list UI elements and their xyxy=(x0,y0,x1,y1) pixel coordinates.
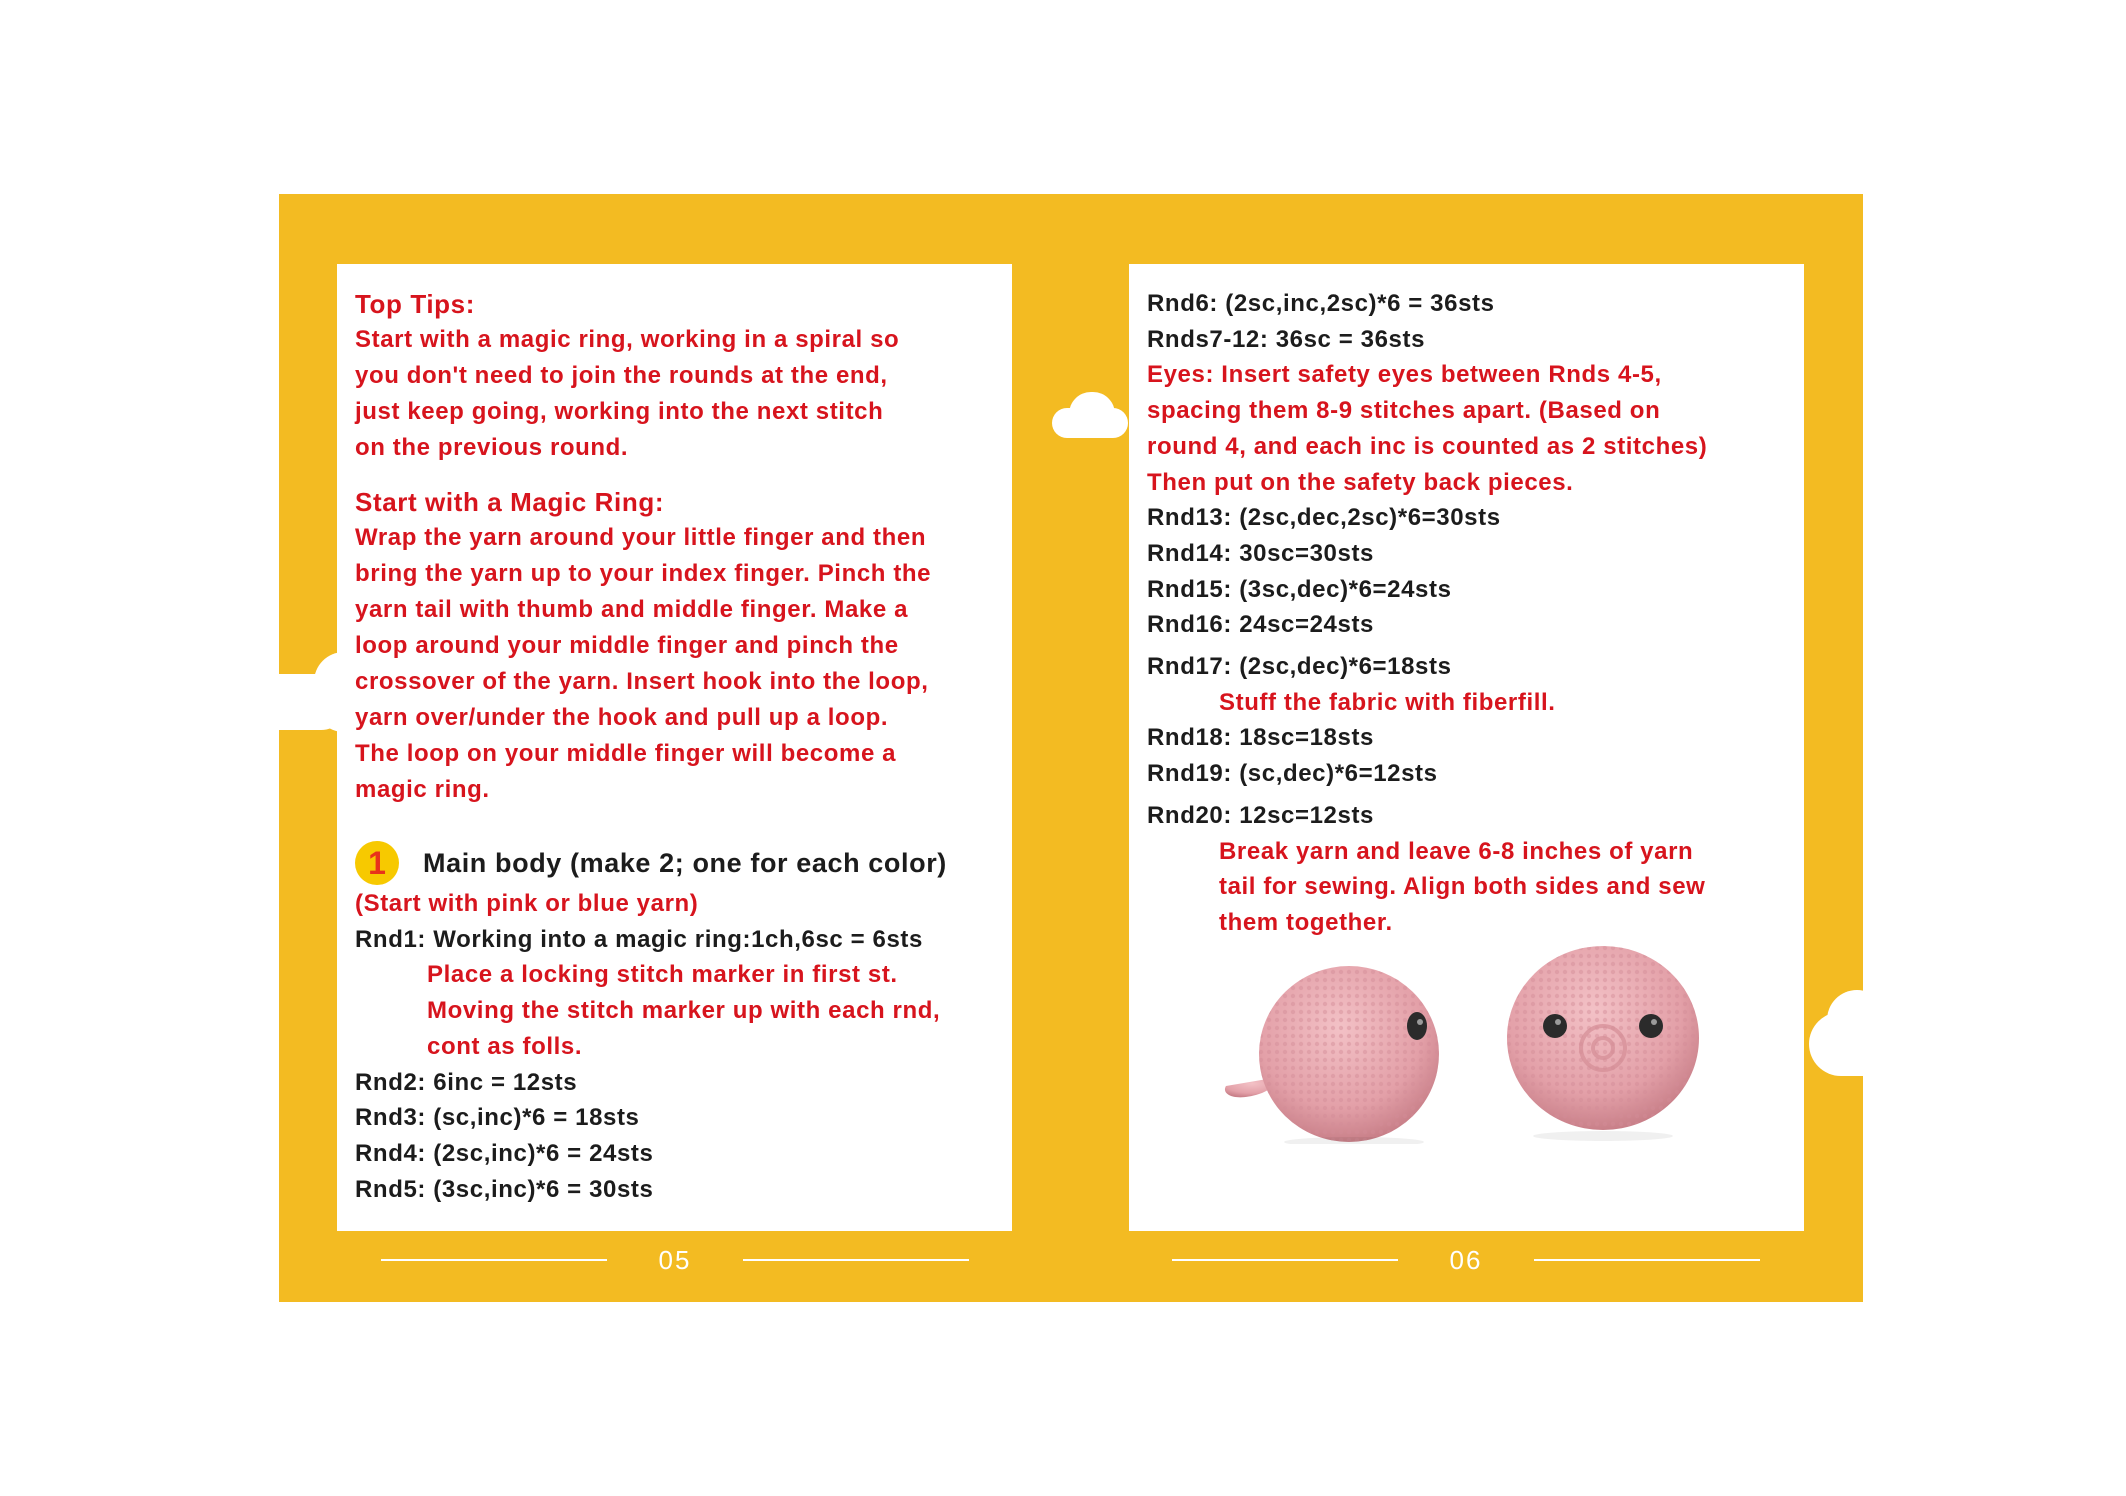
section-title: Main body (make 2; one for each color) xyxy=(423,847,947,878)
round-instruction: Rnds7-12: 36sc = 36sts xyxy=(1147,325,1426,353)
magic-ring-paragraph xyxy=(355,520,994,808)
round-instruction: Rnd5: (3sc,inc)*6 = 30sts xyxy=(355,1175,654,1203)
round-note: them together. xyxy=(1219,908,1393,936)
page-number: 06 xyxy=(1449,1244,1483,1275)
round-instruction: Rnd2: 6inc = 12sts xyxy=(355,1068,578,1096)
left-page-footer xyxy=(381,1238,969,1282)
magic-ring-line: yarn tail with thumb and middle finger. Make a xyxy=(355,596,909,623)
round-instruction: Rnd20: 12sc=12sts xyxy=(1147,801,1374,829)
right-page-card xyxy=(1129,264,1804,1231)
magic-ring-line: Wrap the yarn around your little finger and then xyxy=(355,524,927,551)
round-note: tail for sewing. Align both sides and sew xyxy=(1219,873,1706,901)
page-number: 05 xyxy=(658,1244,692,1275)
main-body-section-header xyxy=(355,840,994,886)
round-instruction: Rnd15: (3sc,dec)*6=24sts xyxy=(1147,575,1452,603)
magic-ring-line: magic ring. xyxy=(355,776,490,803)
round-instruction: Rnd17: (2sc,dec)*6=18sts xyxy=(1147,653,1452,681)
finished-whale-photos xyxy=(1129,944,1804,1144)
round-note: cont as folls. xyxy=(427,1032,583,1060)
top-tips-heading: Top Tips: xyxy=(355,289,475,319)
round-instruction: Rnd6: (2sc,inc,2sc)*6 = 36sts xyxy=(1147,290,1495,317)
booklet-spread xyxy=(279,194,1863,1302)
magic-ring-heading: Start with a Magic Ring: xyxy=(355,487,665,517)
round-instruction: Rnd1: Working into a magic ring:1ch,6sc = 6sts xyxy=(355,925,923,953)
round-note: Stuff the fabric with fiberfill. xyxy=(1219,688,1556,716)
right-page-footer xyxy=(1172,1238,1760,1282)
whale-side-view xyxy=(1225,966,1439,1144)
top-tips-line: just keep going, working into the next stitch xyxy=(355,398,884,425)
section-number-badge: 1 xyxy=(355,841,399,885)
left-page-card xyxy=(337,264,1012,1231)
eyes-instruction-line: round 4, and each inc is counted as 2 stitches) xyxy=(1147,432,1708,460)
whale-front-view xyxy=(1507,946,1699,1141)
magic-ring-line: The loop on your middle finger will become a xyxy=(355,740,897,767)
round-instruction: Rnd13: (2sc,dec,2sc)*6=30sts xyxy=(1147,504,1501,532)
footer-rule xyxy=(1172,1259,1398,1261)
cloud-right-decoration-bump xyxy=(1827,990,1887,1060)
eyes-instruction-line: spacing them 8-9 stitches apart. (Based on xyxy=(1147,397,1661,425)
round-note: Place a locking stitch marker in first st. xyxy=(427,961,898,989)
round-instruction: Rnd3: (sc,inc)*6 = 18sts xyxy=(355,1104,640,1132)
round-instruction: Rnd14: 30sc=30sts xyxy=(1147,539,1374,567)
top-tips-line: you don't need to join the rounds at the end, xyxy=(355,362,888,389)
footer-rule xyxy=(743,1259,969,1261)
round-instruction: Rnd18: 18sc=18sts xyxy=(1147,724,1374,752)
top-tips-line: on the previous round. xyxy=(355,434,629,461)
eyes-instruction-line: Then put on the safety back pieces. xyxy=(1147,468,1574,496)
eyes-instruction-line: Eyes: Insert safety eyes between Rnds 4-5, xyxy=(1147,361,1662,389)
footer-rule xyxy=(381,1259,607,1261)
footer-rule xyxy=(1534,1259,1760,1261)
magic-ring-line: yarn over/under the hook and pull up a loop. xyxy=(355,704,889,731)
top-tips-line: Start with a magic ring, working in a spiral so xyxy=(355,326,900,353)
round-note: Moving the stitch marker up with each rnd, xyxy=(427,997,941,1025)
magic-ring-line: bring the yarn up to your index finger. Pinch the xyxy=(355,560,932,587)
round-instruction: Rnd16: 24sc=24sts xyxy=(1147,611,1374,639)
round-note: Break yarn and leave 6-8 inches of yarn xyxy=(1219,837,1694,865)
magic-ring-line: loop around your middle finger and pinch the xyxy=(355,632,899,659)
cloud-center-decoration-bump xyxy=(1069,392,1115,436)
magic-ring-line: crossover of the yarn. Insert hook into the loop, xyxy=(355,668,929,695)
round-instruction: Rnd19: (sc,dec)*6=12sts xyxy=(1147,760,1438,788)
crochet-whale-illustration xyxy=(1129,944,1804,1144)
round-instruction: Rnd4: (2sc,inc)*6 = 24sts xyxy=(355,1139,654,1167)
section-note: (Start with pink or blue yarn) xyxy=(355,890,699,917)
top-tips-paragraph xyxy=(355,322,994,466)
